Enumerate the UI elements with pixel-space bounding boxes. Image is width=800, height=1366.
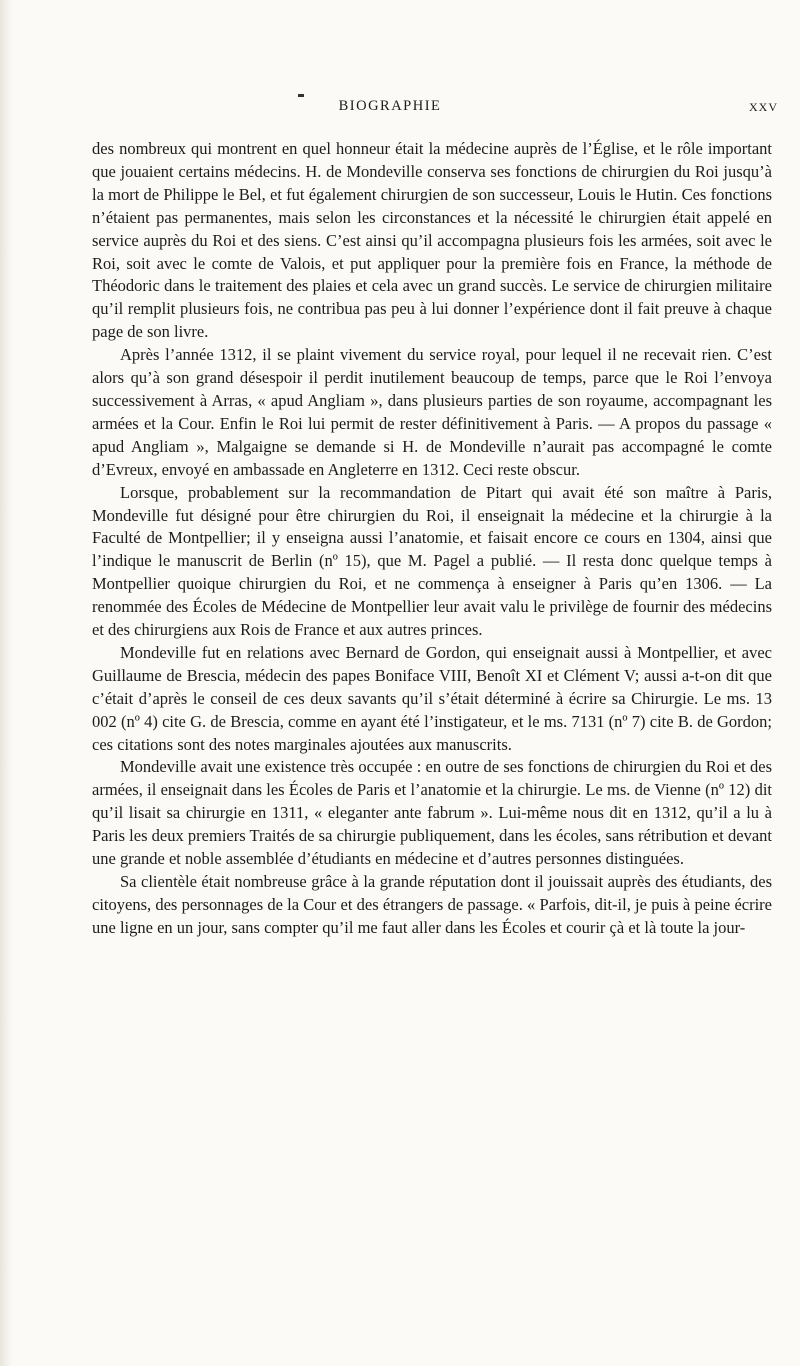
paragraph: Lorsque, probablement sur la recommandation de Pitart qui avait été son maître à Paris, Mondeville fut désigné pour être chirurgien du Roi, il enseignait la médecine et la chirurgie à la Faculté de Montpellier; il y enseigna aussi l’anatomie, et faisait encore ce cours en 1304, ainsi que l’indique le manuscrit de Berlin (nº 15), que M. Pagel a publié. — Il resta donc quelque temps à Montpellier quoique chirurgien du Roi, et ne commença à enseigner à Paris qu’en 1306. — La renommée des Écoles de Médecine de Montpellier leur avait valu le privilège de fournir des médecins et des chirurgiens aux Rois de France et aux autres princes. <box>92 482 772 640</box>
paragraph: Après l’année 1312, il se plaint vivement du service royal, pour lequel il ne recevait rien. C’est alors qu’à son grand désespoir il perdit inutilement beaucoup de temps, parce que le Roi l’envoya successivement à Arras, « apud Angliam », dans plusieurs parties de son royaume, accompagnant les armées et la Cour. Enfin le Roi lui permit de rester définitivement à Paris. — A propos du passage « apud Angliam », Malgaigne se demande si H. de Mondeville n’aurait pas accompagné le comte d’Evreux, envoyé en ambassade en Angleterre en 1312. Ceci reste obscur. <box>92 345 772 479</box>
body-text <box>92 138 772 940</box>
page-gutter-shadow <box>0 0 12 1366</box>
running-title: BIOGRAPHIE <box>338 98 442 114</box>
page-number: XXV <box>749 100 778 114</box>
page-header <box>90 98 800 122</box>
paragraph: des nombreux qui montrent en quel honneur était la médecine auprès de l’Église, et le rôle important que jouaient certains médecins. H. de Mondeville conserva ses fonctions de chirurgien du Roi jusqu’à la mort de Philippe le Bel, et fut également chirurgien de son successeur, Louis le Hutin. Ces fonctions n’étaient pas permanentes, mais selon les circonstances et la nécessité le chirurgien était appelé en service auprès du Roi et des siens. C’est ainsi qu’il accompagna plusieurs fois les armées, soit avec le Roi, soit avec le comte de Valois, et put appliquer pour la première fois en France, la méthode de Théodoric dans le traitement des plaies et cela avec un grand succès. Le service de chirurgien militaire qu’il remplit plusieurs fois, ne contribua pas peu à lui donner l’expérience dont il fait preuve à chaque page de son livre. <box>92 139 772 342</box>
paragraph: Mondeville avait une existence très occupée : en outre de ses fonctions de chirurgien du Roi et des armées, il enseignait dans les Écoles de Paris et l’anatomie et la chirurgie. Le ms. de Vienne (nº 12) dit qu’il lisait sa chirurgie en 1311, « eleganter ante fabrum ». Lui-même nous dit en 1312, qu’il a lu à Paris les deux premiers Traités de sa chirurgie publiquement, dans les écoles, sans rétribution et devant une grande et noble assemblée d’étudiants en médecine et d’autres personnes distinguées. <box>92 757 772 869</box>
paragraph: Sa clientèle était nombreuse grâce à la grande réputation dont il jouissait auprès des étudiants, des citoyens, des personnages de la Cour et des étrangers de passage. « Parfois, dit-il, je puis à peine écrire une ligne en un jour, sans compter qu’il me faut aller dans les Écoles et courir çà et là toute la jour- <box>92 872 772 937</box>
paragraph: Mondeville fut en relations avec Bernard de Gordon, qui enseignait aussi à Montpellier, et avec Guillaume de Brescia, médecin des papes Boniface VIII, Benoît XI et Clément V; aussi a-t-on dit que c’était d’après le conseil de ces deux savants qu’il s’était déterminé à écrire sa Chirurgie. Le ms. 13 002 (nº 4) cite G. de Brescia, comme en ayant été l’instigateur, et le ms. 7131 (nº 7) cite B. de Gordon; ces citations sont des notes marginales ajoutées aux manuscrits. <box>92 642 772 754</box>
printer-mark <box>298 94 304 97</box>
